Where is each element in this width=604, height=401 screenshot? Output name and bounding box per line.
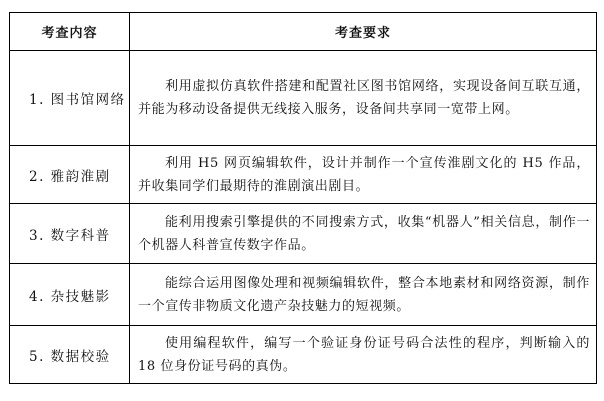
topic-cell: 5. 数据校验	[10, 326, 130, 384]
requirement-cell: 能综合运用图像处理和视频编辑软件，整合本地素材和网络资源，制作一个宣传非物质文化遗产杂技魅力的短视频。	[130, 264, 597, 326]
table-row	[10, 204, 597, 264]
table-row	[10, 264, 597, 326]
table-header-row	[10, 13, 597, 51]
requirement-cell: 使用编程软件，编写一个验证身份证号码合法性的程序，判断输入的 18 位身份证号码的真伪。	[130, 326, 597, 384]
exam-requirements-table	[9, 12, 597, 384]
table-row	[10, 51, 597, 146]
column-header-requirement: 考查要求	[130, 13, 597, 51]
topic-cell: 4. 杂技魅影	[10, 264, 130, 326]
topic-cell: 1. 图书馆网络	[10, 51, 130, 146]
table-row	[10, 326, 597, 384]
topic-cell: 2. 雅韵淮剧	[10, 146, 130, 204]
table-row	[10, 146, 597, 204]
column-header-topic: 考查内容	[10, 13, 130, 51]
topic-cell: 3. 数字科普	[10, 204, 130, 264]
requirement-cell: 利用 H5 网页编辑软件，设计并制作一个宣传淮剧文化的 H5 作品，并收集同学们最期待的淮剧演出剧目。	[130, 146, 597, 204]
requirement-cell: 利用虚拟仿真软件搭建和配置社区图书馆网络，实现设备间互联互通，并能为移动设备提供无线接入服务，设备间共享同一宽带上网。	[130, 51, 597, 146]
requirement-cell: 能利用搜索引擎提供的不同搜索方式，收集“机器人”相关信息，制作一个机器人科普宣传数字作品。	[130, 204, 597, 264]
